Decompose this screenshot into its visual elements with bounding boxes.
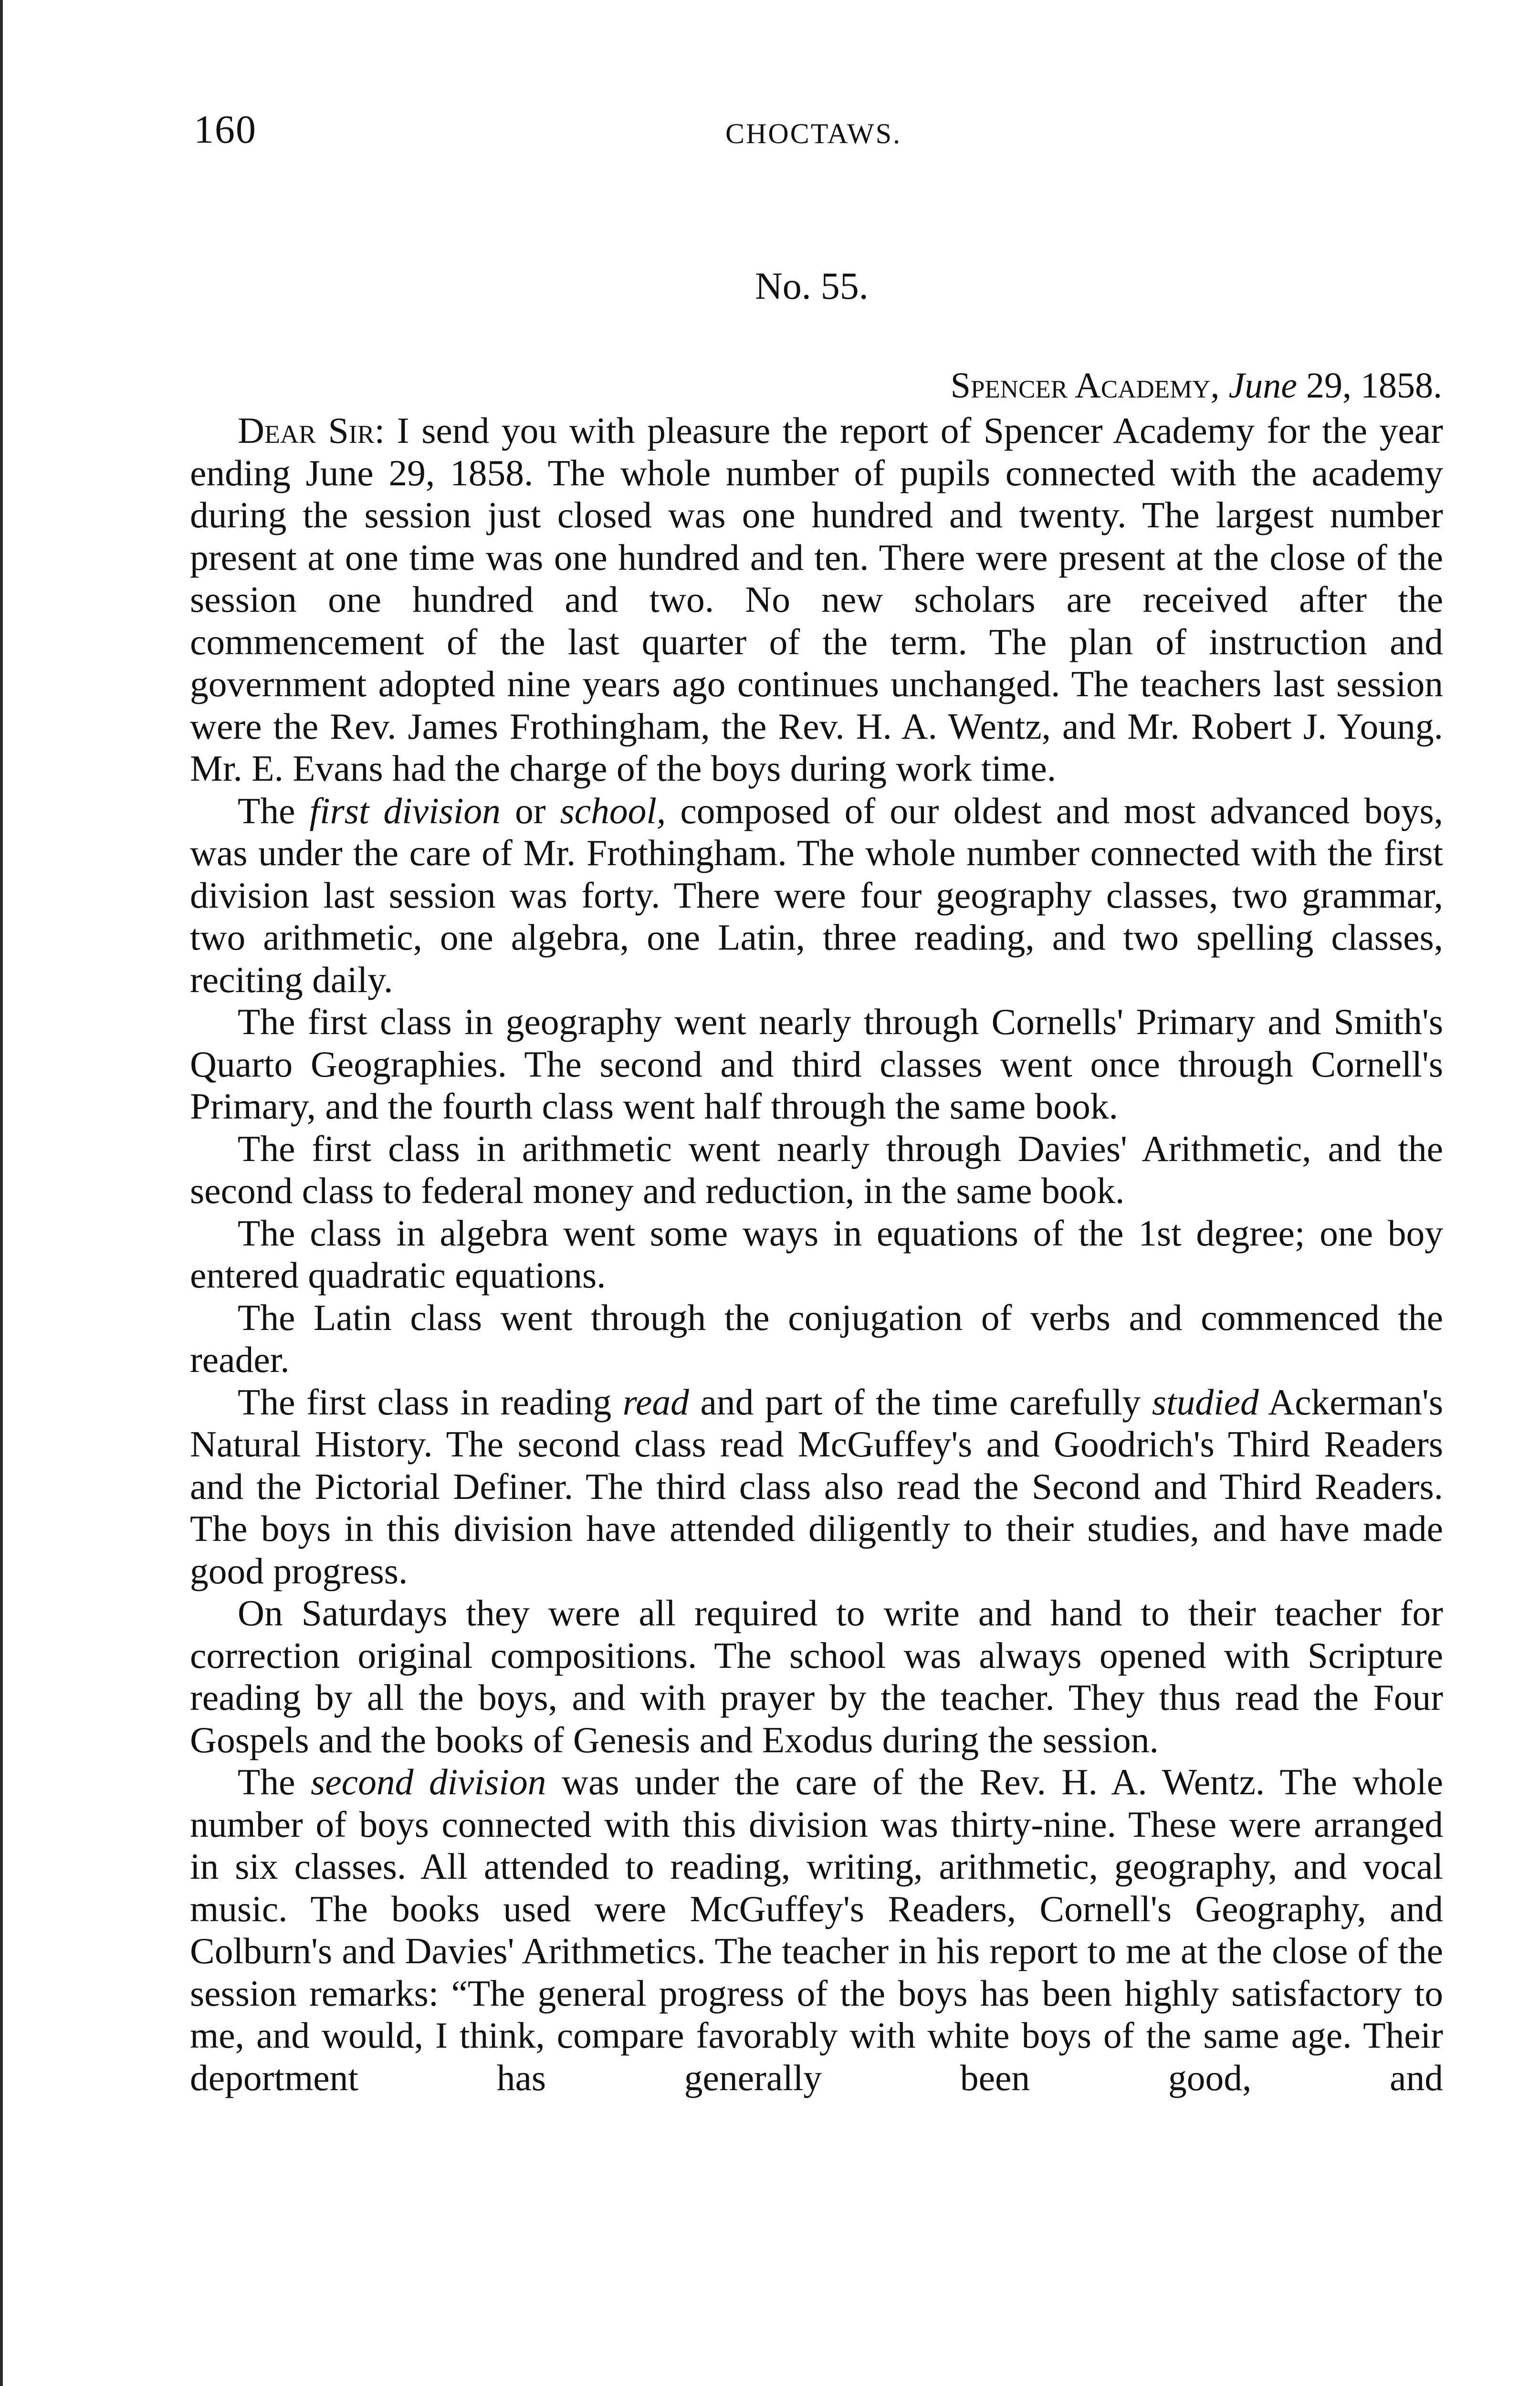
paragraph-9: [190, 1761, 1443, 2099]
paragraph-text: The: [238, 1761, 311, 1802]
paragraph-text: or: [500, 790, 560, 831]
italic-phrase: studied: [1152, 1381, 1259, 1423]
paragraph-2: [190, 790, 1443, 1001]
page-header: [0, 107, 1540, 167]
italic-phrase: first division: [309, 790, 501, 831]
italic-phrase: school,: [560, 790, 666, 831]
dateline-day-year: 29, 1858.: [1306, 366, 1442, 406]
paragraph-8: On Saturdays they were all required to write and hand to their teacher for correction original compositions. The school was always opened with Scripture reading by all the boys, and with prayer by the teacher. They thus read the Four Gospels and the books of Genesis and Exodus during the session.: [190, 1592, 1443, 1760]
paragraph-text: composed of our oldest and most advanced boys, was under the care of Mr. Frothingham. The whole number connected with the first division last session was forty. There were four geography classes, two grammar, two arithmetic, one algebra, one Latin, three reading, and two spelling classes, reciting daily.: [190, 790, 1443, 1000]
paragraph-text: The first class in reading: [238, 1381, 623, 1423]
paragraph-4: The first class in arithmetic went nearly through Davies' Arithmetic, and the second class to federal money and reduction, in the same book.: [190, 1128, 1443, 1211]
scan-edge: [0, 0, 3, 2386]
paragraph-5: The class in algebra went some ways in equations of the 1st degree; one boy entered quadratic equations.: [190, 1212, 1443, 1296]
dateline-month: June: [1228, 366, 1297, 406]
paragraph-6: The Latin class went through the conjugation of verbs and commenced the reader.: [190, 1297, 1443, 1380]
paragraph-text: and part of the time carefully: [689, 1381, 1152, 1423]
paragraph-1: [190, 409, 1443, 790]
paragraph-3: The first class in geography went nearly through Cornells' Primary and Smith's Quarto Geographies. The second and third classes went once through Cornell's Primary, and the fourth class went half through the same book.: [190, 1001, 1443, 1127]
document-number: No. 55.: [755, 265, 869, 307]
salutation: Dear Sir: [238, 410, 375, 451]
dateline: [951, 367, 1442, 404]
italic-phrase: second division: [311, 1761, 546, 1802]
paragraph-text: Ackerman's Natural History. The second class read McGuffey's and Goodrich's Third Readers and the Pictorial Definer. The third class also read the Second and Third Readers. The boys in this division have attended diligently to their studies, and have made good progress.: [190, 1381, 1443, 1591]
paragraph-7: [190, 1381, 1443, 1592]
dateline-place: Spencer Academy,: [950, 366, 1220, 406]
paragraph-text: was under the care of the Rev. H. A. Wentz. The whole number of boys connected with this division was thirty-nine. These were arranged in six classes. All attended to reading, writing, arithmetic, geography, and vocal music. The books used were McGuffey's Readers, Cornell's Geography, and Colburn's and Davies' Arithmetics. The teacher in his report to me at the close of the session remarks: “The general progress of the boys has been highly satisfactory to me, and would, I think, compare favorably with white boys of the same age. Their deportment has generally been good, and: [190, 1761, 1443, 2098]
paragraph-text: The: [238, 790, 310, 831]
italic-phrase: read: [622, 1381, 689, 1423]
running-head: CHOCTAWS.: [725, 118, 902, 149]
letter-body: [190, 409, 1443, 2099]
paragraph-text: : I send you with pleasure the report of Spencer Academy for the year ending June 29, 1858. The whole number of pupils connected with the academy during the session just closed was one hundred and twenty. The largest number present at one time was one hundred and ten. There were present at the close of the session one hundred and two. No new scholars are received after the commencement of the last quarter of the term. The plan of instruction and government adopted nine years ago continues unchanged. The teachers last session were the Rev. James Frothingham, the Rev. H. A. Wentz, and Mr. Robert J. Young. Mr. E. Evans had the charge of the boys during work time.: [190, 410, 1443, 789]
page-number: 160: [194, 107, 257, 152]
